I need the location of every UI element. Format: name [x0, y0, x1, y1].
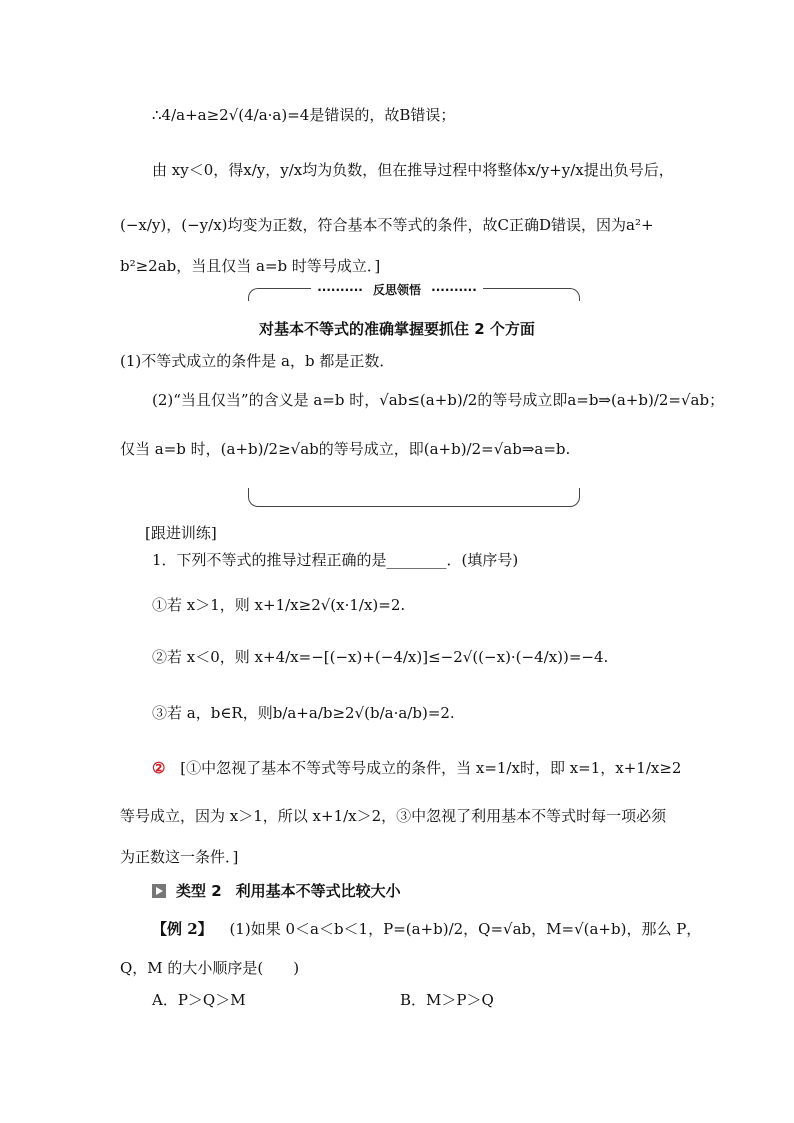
example-line: 【例 2】 (1)如果 0＜a＜b＜1，P=(a+b)/2，Q=√ab，M=√(a+b)，那么 P， — [152, 920, 702, 938]
reflection-box-title: ·········· 反思领悟 ·········· — [0, 281, 794, 298]
question-text: 1．下列不等式的推导过程正确的是________．(填序号) — [152, 551, 519, 569]
text-line: Q，M 的大小顺序是( ) — [120, 959, 300, 977]
text-line: b²≥2ab，当且仅当 a=b 时等号成立．] — [120, 257, 381, 275]
text-line: 等号成立，因为 x＞1，所以 x+1/x＞2，③中忽视了利用基本不等式时每一项必须 — [120, 807, 667, 825]
example-tag: 【例 2】 — [152, 920, 213, 938]
answer-mark: ② — [152, 759, 166, 777]
text-line: 由 xy＜0，得x/y，y/x均为负数，但在推导过程中将整体x/y+y/x提出负号后， — [152, 161, 674, 179]
option-3: ③若 a，b∈R，则b/a+a/b≥2√(b/a·a/b)=2. — [152, 704, 455, 722]
reflection-subtitle: 对基本不等式的准确掌握要抓住 2 个方面 — [259, 320, 535, 338]
option-b: B．M＞P＞Q — [400, 991, 494, 1009]
text-line: ∴4/a+a≥2√(4/a·a)=4是错误的，故B错误； — [152, 106, 456, 124]
text-line: (2)“当且仅当”的含义是 a=b 时，√ab≤(a+b)/2的等号成立即a=b⇒(a+b)/2=√ab； — [152, 391, 725, 409]
text-line: 仅当 a=b 时，(a+b)/2≥√ab的等号成立，即(a+b)/2=√ab⇒a=b. — [120, 440, 571, 458]
option-a: A．P＞Q＞M — [152, 991, 246, 1009]
text-line: (−x/y)，(−y/x)均变为正数，符合基本不等式的条件，故C正确D错误，因为a²+ — [120, 216, 654, 234]
option-1: ①若 x＞1，则 x+1/x≥2√(x·1/x)=2. — [152, 596, 406, 614]
option-2: ②若 x＜0，则 x+4/x=−[(−x)+(−4/x)]≤−2√((−x)·(−4/x))=−4. — [152, 648, 609, 666]
text-line: 为正数这一条件．] — [120, 848, 239, 866]
section-heading: 类型 2 利用基本不等式比较大小 — [152, 880, 401, 901]
reflection-box-bottom — [248, 488, 580, 507]
text-line: (1)不等式成立的条件是 a，b 都是正数． — [120, 352, 395, 370]
answer-line: ② [①中忽视了基本不等式等号成立的条件，当 x=1/x时，即 x=1，x+1/x≥2 — [152, 759, 682, 777]
practice-header: [跟进训练] — [145, 524, 217, 542]
play-triangle-icon — [152, 884, 166, 898]
